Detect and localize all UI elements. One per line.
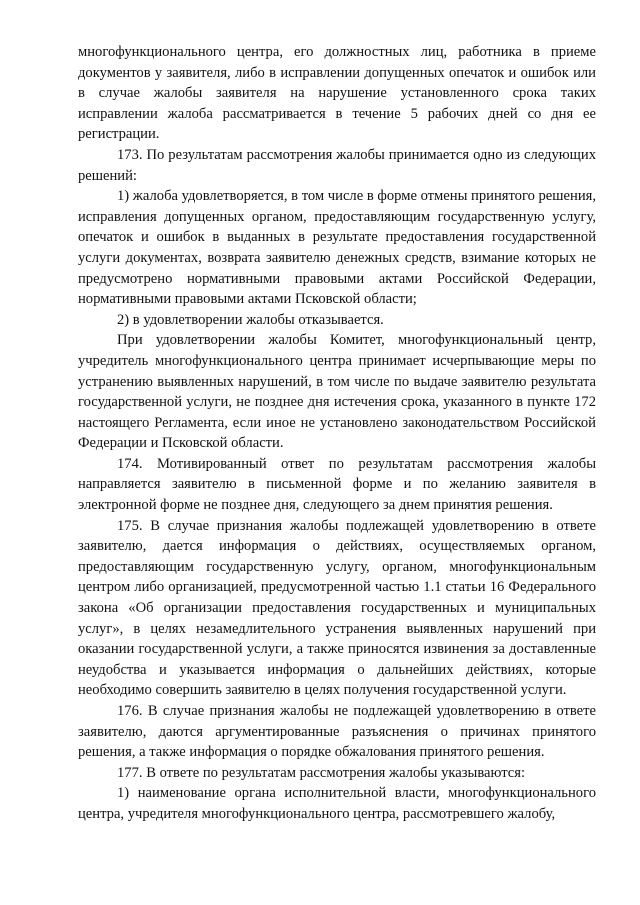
paragraph-satisfaction-measures: При удовлетворении жалобы Комитет, многофункциональный центр, учредитель многофункционального центра принимает исчерпывающие меры по устранению выявленных нарушений, в том числе по выдаче заявителю результата государственной услуги, не позднее дня истечения срока, указанного в пункте 172 настоящего Регламента, если иное не установлено законодательством Российской Федерации и Псковской области. xyxy=(78,332,596,452)
paragraph-177-item-1: 1) наименование органа исполнительной власти, многофункционального центра, учредителя многофункционального центра, рассмотревшего жалобу, xyxy=(78,785,596,822)
paragraph-173: 173. По результатам рассмотрения жалобы принимается одно из следующих решений: xyxy=(78,146,596,184)
paragraph-176: 176. В случае признания жалобы не подлежащей удовлетворению в ответе заявителю, даются аргументированные разъяснения о причинах принятого решения, а также информация о порядке обжалования принятого решения. xyxy=(78,703,596,761)
paragraph-177: 177. В ответе по результатам рассмотрения жалобы указываются: xyxy=(117,764,526,781)
paragraph-173-item-2: 2) в удовлетворении жалобы отказывается. xyxy=(117,311,384,328)
paragraph-174: 174. Мотивированный ответ по результатам рассмотрения жалобы направляется заявителю в письменной форме и по желанию заявителя в электронной форме не позднее дня, следующего за днем принятия решения. xyxy=(78,455,596,514)
paragraph-173-item-1: 1) жалоба удовлетворяется, в том числе в форме отмены принятого решения, исправления допущенных органом, предоставляющим государственную услугу, опечаток и ошибок в выданных в результате предоставления государственной услуги документах, возврата заявителю денежных средств, взимание которых не предусмотрено нормативными правовыми актами Российской Федерации, нормативными правовыми актами Псковской области; xyxy=(78,188,596,308)
document-body xyxy=(78,42,596,825)
paragraph-175: 175. В случае признания жалобы подлежащей удовлетворению в ответе заявителю, дается информация о действиях, осуществляемых органом, предоставляющим государственную услугу, органом, многофункциональным центром либо организацией, предусмотренной частью 1.1 статьи 16 Федерального закона «Об организации предоставления государственных и муниципальных услуг», в целях незамедлительного устранения выявленных нарушений при оказании государственной услуги, а также приносятся извинения за доставленные неудобства и указывается информация о дальнейших действиях, которые необходимо совершить заявителю в целях получения государственной услуги. xyxy=(78,517,596,699)
paragraph-continuation: многофункционального центра, его должностных лиц, работника в приеме документов у заявителя, либо в исправлении допущенных опечаток и ошибок или в случае жалобы заявителя на нарушение установленного срока таких исправлении жалоба рассматривается в течение 5 рабочих дней со дня ее регистрации. xyxy=(78,44,596,143)
